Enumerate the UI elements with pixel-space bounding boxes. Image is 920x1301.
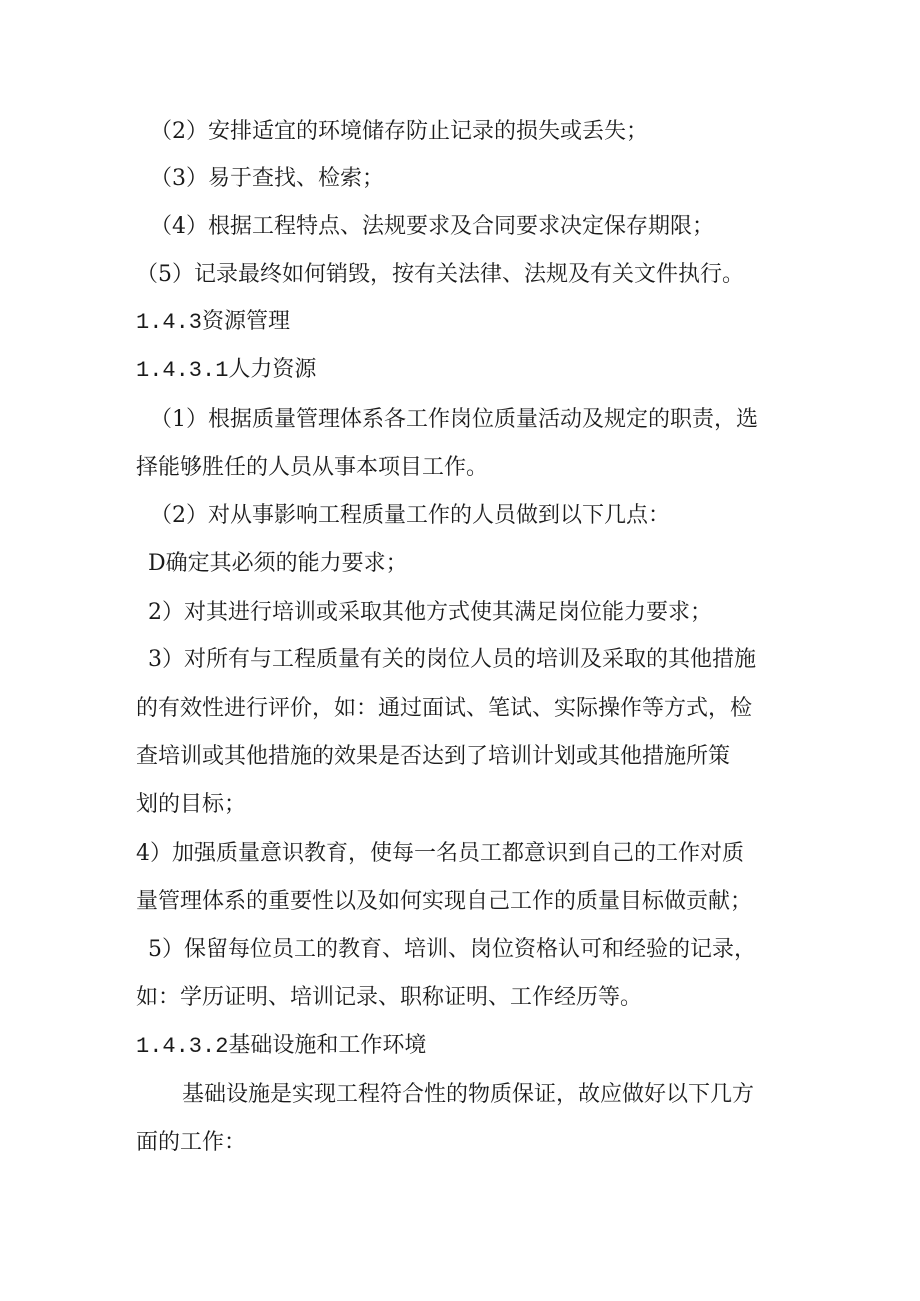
text-line: （3）易于查找、检索；	[150, 166, 384, 191]
text-line: （2）对从事影响工程质量工作的人员做到以下几点：	[150, 503, 670, 528]
text-line: 3）对所有与工程质量有关的岗位人员的培训及采取的其他措施	[148, 647, 756, 672]
text-line: 的有效性进行评价，如：通过面试、笔试、实际操作等方式，检	[136, 696, 753, 721]
text-line: 择能够胜任的人员从事本项目工作。	[136, 455, 489, 480]
section-heading: 1.4.3资源管理	[136, 310, 291, 335]
text-line: 划的目标；	[136, 792, 247, 817]
text-line: D确定其必须的能力要求；	[148, 551, 408, 576]
text-line: 如：学历证明、培训记录、职称证明、工作经历等。	[136, 985, 643, 1010]
text-line: （2）安排适宜的环境储存防止记录的损失或丢失；	[150, 119, 648, 144]
text-line: （5）记录最终如何销毁，按有关法律、法规及有关文件执行。	[136, 262, 744, 287]
text-line: 基础设施是实现工程符合性的物质保证，故应做好以下几方	[182, 1082, 755, 1107]
text-line: 面的工作：	[136, 1130, 247, 1155]
text-line: 4）加强质量意识教育，使每一名员工都意识到自己的工作对质	[136, 841, 744, 866]
subsection-heading: 1.4.3.2基础设施和工作环境	[136, 1034, 427, 1059]
text-line: （1）根据质量管理体系各工作岗位质量活动及规定的职责，选	[150, 407, 758, 432]
subsection-heading: 1.4.3.1人力资源	[136, 358, 317, 383]
text-line: 查培训或其他措施的效果是否达到了培训计划或其他措施所策	[136, 744, 731, 769]
text-line: 量管理体系的重要性以及如何实现自己工作的质量目标做贡献；	[136, 889, 753, 914]
text-line: 5）保留每位员工的教育、培训、岗位资格认可和经验的记录，	[148, 937, 756, 962]
text-line: 2）对其进行培训或采取其他方式使其满足岗位能力要求；	[148, 600, 712, 625]
text-line: （4）根据工程特点、法规要求及合同要求决定保存期限；	[150, 214, 714, 239]
